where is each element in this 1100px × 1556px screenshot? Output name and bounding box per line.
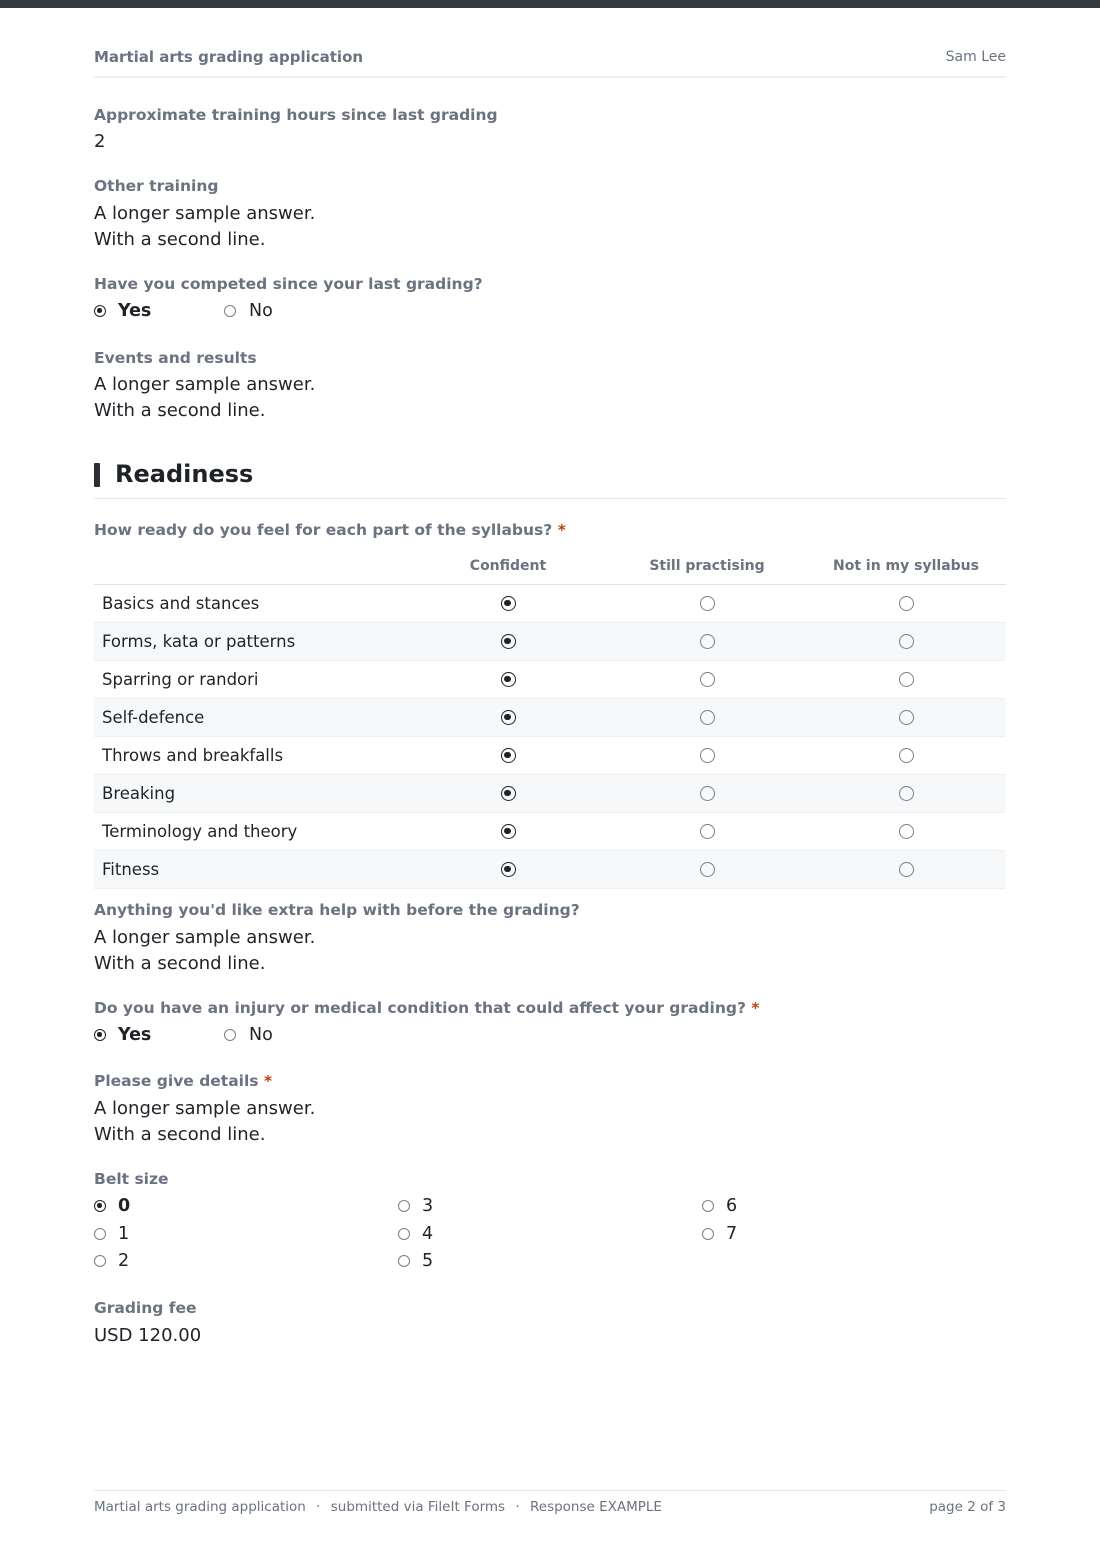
matrix-row — [94, 775, 1006, 813]
readiness-matrix — [94, 546, 1006, 889]
extra-help-line-2: With a second line. — [94, 953, 266, 974]
belt-size-option-4[interactable] — [398, 1223, 433, 1245]
radio-still-practising[interactable] — [700, 634, 715, 649]
belt-size-option-5[interactable] — [398, 1250, 433, 1272]
radio-still-practising[interactable] — [700, 824, 715, 839]
radio-confident[interactable] — [501, 634, 516, 649]
radio-confident[interactable] — [501, 672, 516, 687]
matrix-row — [94, 585, 1006, 623]
belt-size-option-label: 3 — [422, 1196, 434, 1216]
matrix-row-label: Throws and breakfalls — [102, 746, 284, 765]
matrix-row-label: Breaking — [102, 784, 176, 803]
radio-confident[interactable] — [501, 710, 516, 725]
radio-selected-icon — [94, 1029, 106, 1041]
grading-fee-value: USD 120.00 — [94, 1325, 202, 1346]
matrix-row — [94, 813, 1006, 851]
matrix-row-label: Basics and stances — [102, 594, 260, 613]
radio-not-in-syllabus[interactable] — [899, 748, 914, 763]
radio-not-in-syllabus[interactable] — [899, 824, 914, 839]
required-mark: * — [557, 521, 566, 539]
page-number: page 2 of 3 — [929, 1499, 1006, 1515]
belt-size-option-label: 2 — [118, 1251, 130, 1271]
radio-empty-icon — [702, 1200, 714, 1212]
required-mark: * — [751, 999, 760, 1017]
matrix-row-label: Fitness — [102, 860, 160, 879]
section-title: Readiness — [115, 460, 254, 488]
radio-selected-icon — [94, 1200, 106, 1212]
training-hours-value: 2 — [94, 131, 106, 152]
details-question — [94, 1071, 272, 1091]
readiness-question — [94, 520, 566, 540]
competed-option-no[interactable] — [224, 300, 273, 322]
page-footer — [94, 1490, 1006, 1515]
footer-response: Response EXAMPLE — [529, 1499, 662, 1515]
details-line-2: With a second line. — [94, 1124, 266, 1145]
competed-label: Have you competed since your last grading? — [94, 275, 483, 293]
radio-empty-icon — [398, 1200, 410, 1212]
injury-option-label: No — [249, 1025, 273, 1045]
radio-still-practising[interactable] — [700, 786, 715, 801]
belt-size-option-7[interactable] — [702, 1223, 737, 1245]
matrix-row — [94, 851, 1006, 889]
events-label: Events and results — [94, 349, 257, 367]
matrix-row — [94, 737, 1006, 775]
top-bar — [0, 0, 1100, 8]
respondent-name: Sam Lee — [945, 49, 1006, 65]
injury-option-no[interactable] — [224, 1024, 273, 1046]
competed-option-yes[interactable] — [94, 300, 151, 322]
page-header — [94, 48, 1006, 78]
footer-separator: · — [515, 1499, 520, 1515]
events-line-2: With a second line. — [94, 400, 266, 421]
radio-not-in-syllabus[interactable] — [899, 710, 914, 725]
radio-confident[interactable] — [501, 748, 516, 763]
matrix-row — [94, 699, 1006, 737]
radio-still-practising[interactable] — [700, 710, 715, 725]
footer-separator: · — [316, 1499, 321, 1515]
radio-empty-icon — [702, 1228, 714, 1240]
belt-size-option-6[interactable] — [702, 1195, 737, 1217]
radio-confident[interactable] — [501, 862, 516, 877]
radio-still-practising[interactable] — [700, 596, 715, 611]
radio-not-in-syllabus[interactable] — [899, 634, 914, 649]
other-training-label: Other training — [94, 177, 219, 195]
competed-option-label: Yes — [118, 301, 152, 321]
radio-confident[interactable] — [501, 824, 516, 839]
matrix-row-label: Self-defence — [102, 708, 205, 727]
radio-not-in-syllabus[interactable] — [899, 672, 914, 687]
form-title: Martial arts grading application — [94, 48, 364, 66]
radio-not-in-syllabus[interactable] — [899, 596, 914, 611]
extra-help-line-1: A longer sample answer. — [94, 927, 316, 948]
matrix-row — [94, 623, 1006, 661]
injury-question-text: Do you have an injury or medical condition that could affect your grading? — [94, 999, 746, 1017]
injury-question — [94, 998, 760, 1018]
injury-option-yes[interactable] — [94, 1024, 151, 1046]
grading-fee-label: Grading fee — [94, 1299, 197, 1317]
radio-selected-icon — [94, 305, 106, 317]
belt-size-option-label: 1 — [118, 1224, 130, 1244]
footer-form-name: Martial arts grading application — [94, 1499, 306, 1515]
other-training-line-2: With a second line. — [94, 229, 266, 250]
section-accent-bar — [94, 463, 100, 487]
matrix-row-label: Sparring or randori — [102, 670, 259, 689]
matrix-row-label: Forms, kata or patterns — [102, 632, 296, 651]
other-training-line-1: A longer sample answer. — [94, 203, 316, 224]
details-line-1: A longer sample answer. — [94, 1098, 316, 1119]
section-heading — [94, 458, 1006, 499]
matrix-header — [94, 546, 1006, 585]
radio-empty-icon — [94, 1255, 106, 1267]
training-hours-label: Approximate training hours since last grading — [94, 106, 498, 124]
belt-size-option-0[interactable] — [94, 1195, 130, 1217]
belt-size-option-1[interactable] — [94, 1223, 129, 1245]
belt-size-option-label: 5 — [422, 1251, 434, 1271]
footer-info — [94, 1499, 662, 1515]
belt-size-option-label: 0 — [118, 1196, 131, 1216]
footer-submitted: submitted via FileIt Forms — [330, 1499, 506, 1515]
events-line-1: A longer sample answer. — [94, 374, 316, 395]
belt-size-option-2[interactable] — [94, 1250, 129, 1272]
radio-still-practising[interactable] — [700, 672, 715, 687]
belt-size-option-3[interactable] — [398, 1195, 433, 1217]
extra-help-label: Anything you'd like extra help with before the grading? — [94, 901, 580, 919]
competed-option-label: No — [249, 301, 273, 321]
radio-still-practising[interactable] — [700, 748, 715, 763]
column-header-still-practising: Still practising — [649, 558, 765, 574]
matrix-row-label: Terminology and theory — [102, 822, 298, 841]
radio-not-in-syllabus[interactable] — [899, 862, 914, 877]
readiness-question-text: How ready do you feel for each part of the syllabus? — [94, 521, 553, 539]
radio-not-in-syllabus[interactable] — [899, 786, 914, 801]
belt-size-option-label: 4 — [422, 1224, 434, 1244]
radio-empty-icon — [398, 1228, 410, 1240]
belt-size-label: Belt size — [94, 1170, 169, 1188]
matrix-row — [94, 661, 1006, 699]
column-header-confident: Confident — [469, 558, 547, 574]
belt-size-option-label: 7 — [726, 1224, 738, 1244]
details-label-text: Please give details — [94, 1072, 259, 1090]
radio-empty-icon — [224, 1029, 236, 1041]
injury-option-label: Yes — [118, 1025, 152, 1045]
radio-confident[interactable] — [501, 786, 516, 801]
radio-empty-icon — [224, 305, 236, 317]
radio-still-practising[interactable] — [700, 862, 715, 877]
required-mark: * — [263, 1072, 273, 1090]
radio-empty-icon — [94, 1228, 106, 1240]
column-header-not-in-syllabus: Not in my syllabus — [833, 558, 979, 574]
radio-empty-icon — [398, 1255, 410, 1267]
belt-size-option-label: 6 — [726, 1196, 738, 1216]
radio-confident[interactable] — [501, 596, 516, 611]
